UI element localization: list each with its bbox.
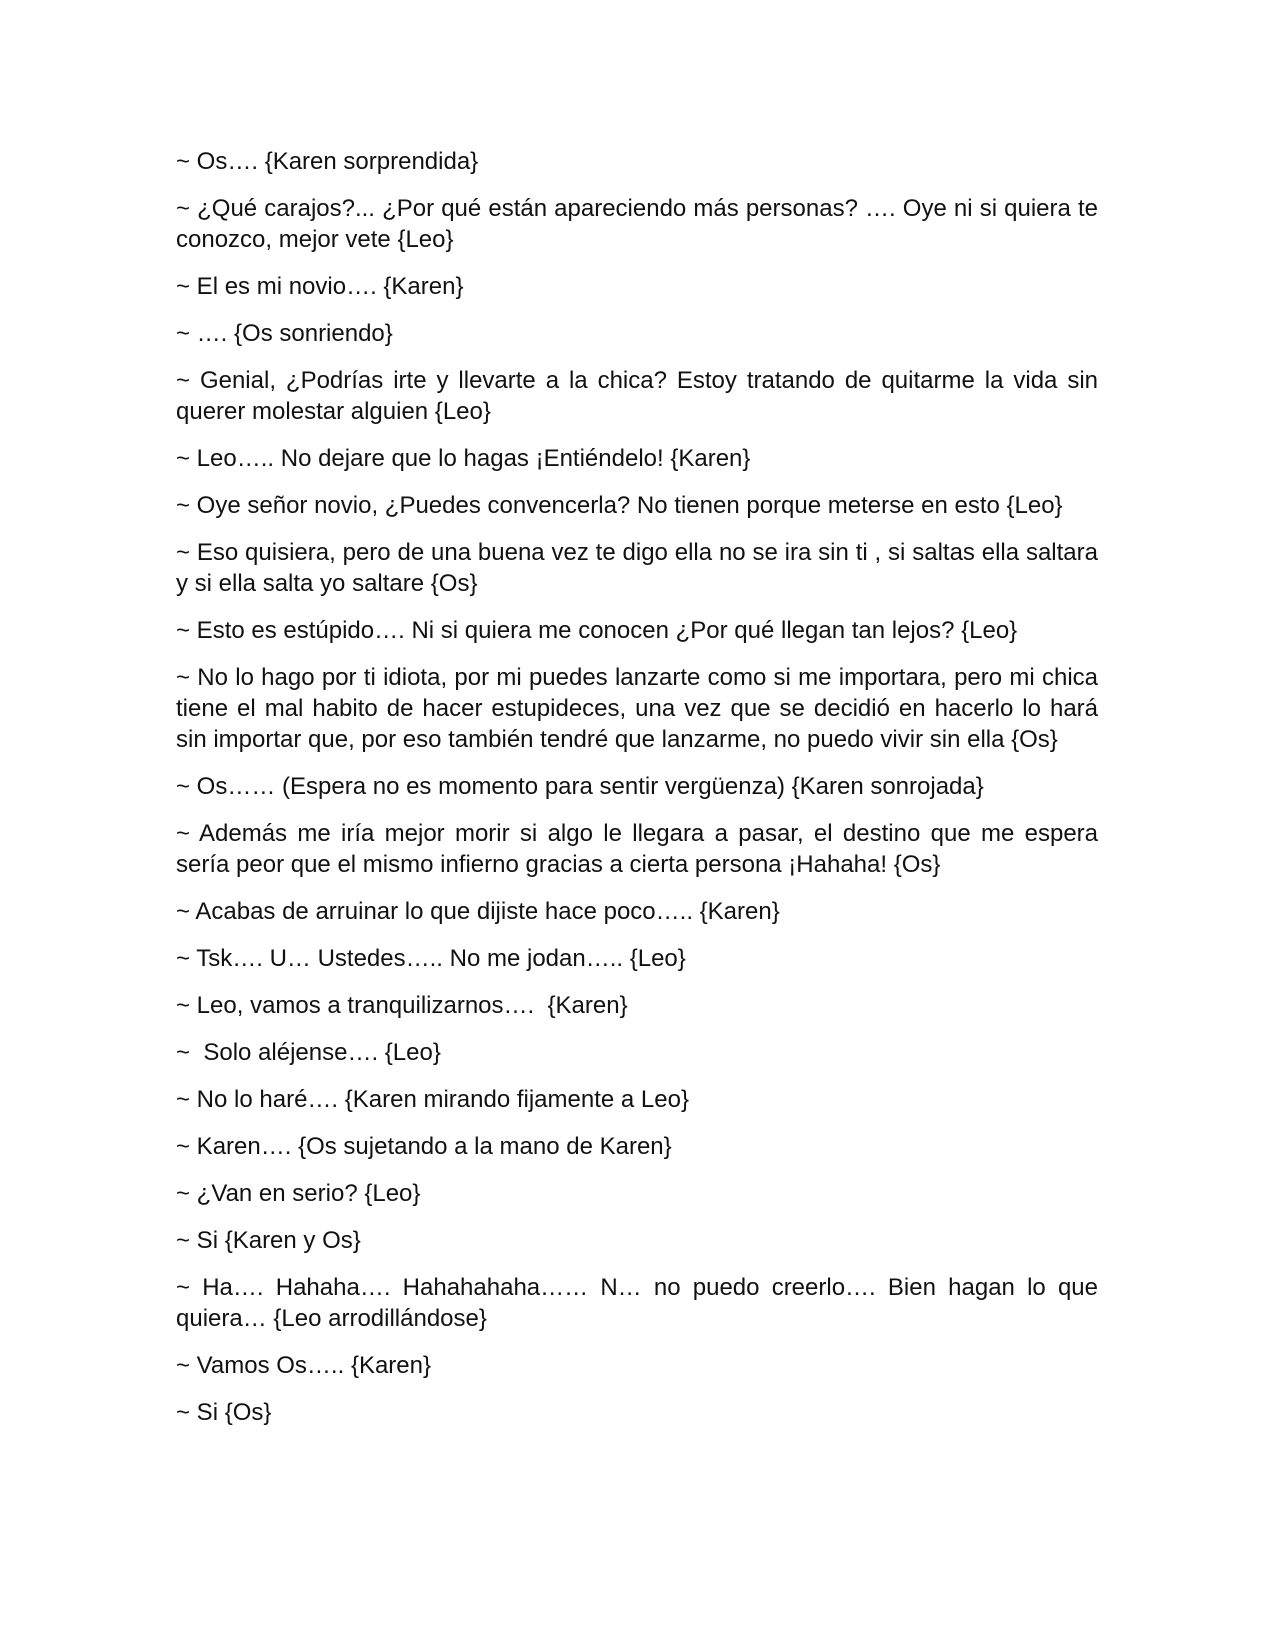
dialogue-line: ~ Solo aléjense…. {Leo} [176, 1039, 441, 1066]
dialogue-line: ~ Os…… (Espera no es momento para sentir vergüenza) {Karen sonrojada} [176, 773, 984, 800]
dialogue-line: ~ Además me iría mejor morir si algo le llegara a pasar, el destino que me espera sería peor que el mismo infierno gracias a cierta persona ¡Hahaha! {Os} [176, 820, 1105, 878]
dialogue-line: ~ El es mi novio…. {Karen} [176, 273, 464, 300]
dialogue-line: ~ Genial, ¿Podrías irte y llevarte a la chica? Estoy tratando de quitarme la vida sin querer molestar alguien {Leo} [176, 367, 1105, 425]
dialogue-line: ~ Ha…. Hahaha…. Hahahahaha…… N… no puedo creerlo…. Bien hagan lo que quiera… {Leo arrodillándose} [176, 1274, 1105, 1332]
document-page [176, 146, 1105, 1444]
dialogue-line: ~ No lo haré…. {Karen mirando fijamente a Leo} [176, 1086, 689, 1113]
dialogue-line: ~ …. {Os sonriendo} [176, 320, 393, 347]
dialogue-line: ~ Oye señor novio, ¿Puedes convencerla? No tienen porque meterse en esto {Leo} [176, 492, 1063, 519]
dialogue-line: ~ Esto es estúpido…. Ni si quiera me conocen ¿Por qué llegan tan lejos? {Leo} [176, 617, 1018, 644]
dialogue-line: ~ Tsk…. U… Ustedes….. No me jodan….. {Leo} [176, 945, 686, 972]
dialogue-line: ~ Vamos Os….. {Karen} [176, 1352, 432, 1379]
dialogue-line: ~ Os…. {Karen sorprendida} [176, 148, 479, 175]
dialogue-line: ~ Si {Karen y Os} [176, 1227, 361, 1254]
dialogue-line: ~ Si {Os} [176, 1399, 272, 1426]
dialogue-line: ~ Karen…. {Os sujetando a la mano de Karen} [176, 1133, 672, 1160]
dialogue-line: ~ ¿Van en serio? {Leo} [176, 1180, 421, 1207]
dialogue-line: ~ ¿Qué carajos?... ¿Por qué están apareciendo más personas? …. Oye ni si quiera te conozco, mejor vete {Leo} [176, 195, 1105, 253]
dialogue-line: ~ Leo….. No dejare que lo hagas ¡Entiéndelo! {Karen} [176, 445, 751, 472]
dialogue-line: ~ Leo, vamos a tranquilizarnos…. {Karen} [176, 992, 628, 1019]
dialogue-line: ~ Acabas de arruinar lo que dijiste hace poco….. {Karen} [176, 898, 780, 925]
dialogue-line: ~ No lo hago por ti idiota, por mi puedes lanzarte como si me importara, pero mi chica tiene el mal habito de hacer estupideces, una vez que se decidió en hacerlo lo hará sin importar que, por eso también tendré que lanzarme, no puedo vivir sin ella {Os} [176, 664, 1105, 753]
dialogue-line: ~ Eso quisiera, pero de una buena vez te digo ella no se ira sin ti , si saltas ella saltara y si ella salta yo saltare {Os} [176, 539, 1105, 597]
